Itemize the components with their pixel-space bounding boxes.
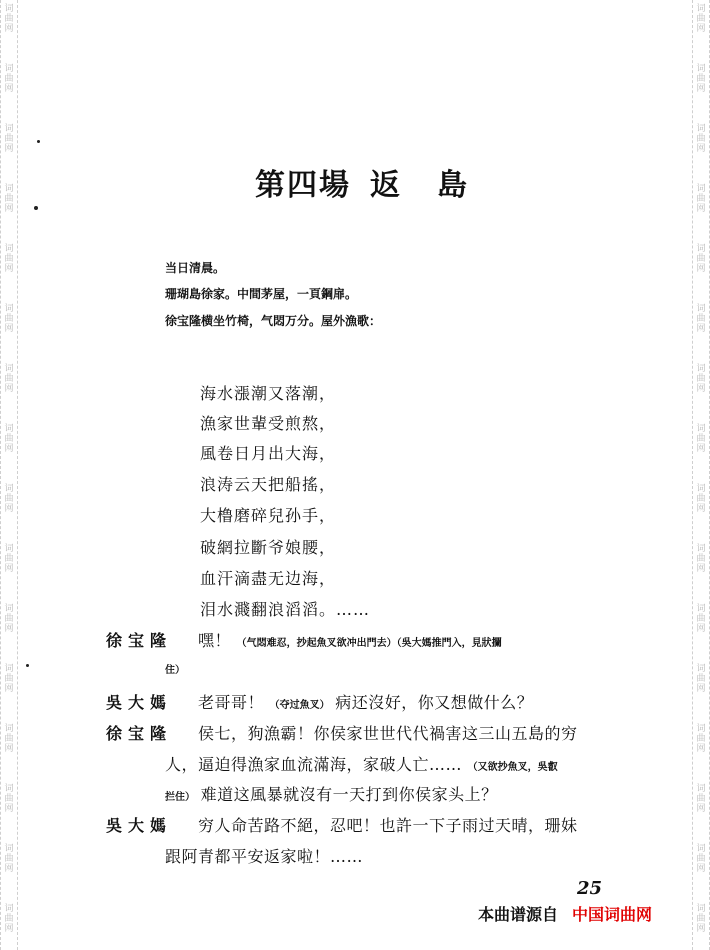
watermark-text: 词曲网 (4, 304, 14, 334)
dialogue-line (165, 658, 185, 677)
inline-stage-direction: 拦住） (165, 792, 195, 803)
dialogue-line (198, 690, 533, 713)
inline-stage-direction: （气悶难忍，抄起魚叉欲冲出門去）（吳大媽推門入，見狀攔 (236, 638, 502, 649)
watermark-text: 词曲网 (696, 424, 706, 454)
watermark-text: 词曲网 (696, 184, 706, 214)
watermark-text: 词曲网 (4, 424, 14, 454)
watermark-text: 词曲网 (4, 844, 14, 874)
dialogue-line: 侯七，狗漁霸！你侯家世世代代禍害这三山五島的穷 (198, 724, 578, 743)
song-line: 大橹磨碎兒孙手， (200, 506, 337, 525)
stage-direction: 徐宝隆横坐竹椅，气悶万分。屋外漁歌： (165, 314, 382, 328)
dialogue-line: 穷人命苦路不絕，忍吧！也許一下子雨过天晴，珊妹 (198, 816, 578, 835)
watermark-text: 词曲网 (696, 784, 706, 814)
watermark-text: 词曲网 (696, 124, 706, 154)
watermark-text: 词曲网 (4, 544, 14, 574)
watermark-text: 词曲网 (4, 64, 14, 94)
source-footer-site: 中国词曲网 (572, 905, 653, 924)
watermark-text: 词曲网 (4, 184, 14, 214)
inline-stage-direction: （夺过魚叉） (269, 700, 330, 711)
speaker-name: 吳大媽 (106, 816, 173, 835)
song-line: 風卷日月出大海， (200, 444, 337, 463)
song-line: 漁家世輩受煎熬， (200, 414, 337, 433)
speaker-name: 吳大媽 (106, 693, 173, 712)
watermark-text: 词曲网 (696, 364, 706, 394)
scene-title-part1: 第四場 (255, 168, 351, 203)
watermark-text: 词曲网 (4, 784, 14, 814)
watermark-text: 词曲网 (696, 904, 706, 934)
watermark-text: 词曲网 (4, 244, 14, 274)
scene-title-part3: 島 (437, 168, 469, 203)
dialogue-line (198, 628, 502, 651)
dialogue-line (165, 782, 498, 805)
stage-direction: 珊瑚島徐家。中間茅屋，一頁鋼扉。 (165, 287, 358, 301)
song-line: 破網拉斷爷娘腰， (200, 538, 337, 557)
dialogue-line: 跟阿青都平安返家啦！…… (165, 847, 364, 866)
source-footer (478, 902, 652, 925)
dialogue-line (165, 752, 558, 775)
watermark-text: 词曲网 (4, 364, 14, 394)
watermark-text: 词曲网 (696, 604, 706, 634)
inline-stage-direction: 住） (165, 665, 185, 676)
watermark-text: 词曲网 (4, 484, 14, 514)
watermark-text: 词曲网 (4, 904, 14, 934)
watermark-text: 词曲网 (696, 4, 706, 34)
left-watermark-margin (0, 0, 18, 950)
dialogue-text: 病还沒好，你又想做什么？ (335, 693, 534, 712)
watermark-text: 词曲网 (696, 664, 706, 694)
watermark-text: 词曲网 (696, 844, 706, 874)
watermark-text: 词曲网 (696, 724, 706, 754)
source-footer-text: 本曲谱源自 (478, 905, 559, 924)
right-watermark-margin (692, 0, 710, 950)
watermark-text: 词曲网 (4, 664, 14, 694)
page-number: 25 (577, 878, 603, 899)
dialogue-text: 难道这風暴就沒有一天打到你侯家头上？ (200, 785, 498, 804)
watermark-text: 词曲网 (696, 544, 706, 574)
watermark-text: 词曲网 (696, 484, 706, 514)
watermark-text: 词曲网 (4, 4, 14, 34)
watermark-text: 词曲网 (4, 124, 14, 154)
speaker-name: 徐宝隆 (106, 724, 173, 743)
inline-stage-direction: （又欲抄魚叉，吳叡 (467, 762, 558, 773)
scan-speck (26, 664, 29, 667)
dialogue-text: 老哥哥！ (198, 693, 265, 712)
song-line: 血汗滴盡无边海， (200, 569, 337, 588)
dialogue-text: 人，逼迫得漁家血流滿海，家破人亡…… (165, 755, 463, 774)
watermark-text: 词曲网 (4, 604, 14, 634)
song-line: 泪水濺翻浪滔滔。…… (200, 600, 371, 619)
dialogue-text: 嘿！ (198, 631, 232, 650)
watermark-text: 词曲网 (696, 304, 706, 334)
song-line: 海水漲潮又落潮， (200, 384, 337, 403)
watermark-text: 词曲网 (696, 244, 706, 274)
speaker-name: 徐宝隆 (106, 631, 173, 650)
song-line: 浪涛云天把船搖， (200, 475, 337, 494)
scene-title-part2: 返 (370, 168, 402, 203)
watermark-text: 词曲网 (696, 64, 706, 94)
stage-direction: 当日清晨。 (165, 261, 226, 275)
watermark-text: 词曲网 (4, 724, 14, 754)
scan-speck (37, 140, 40, 143)
scan-speck (34, 206, 38, 210)
